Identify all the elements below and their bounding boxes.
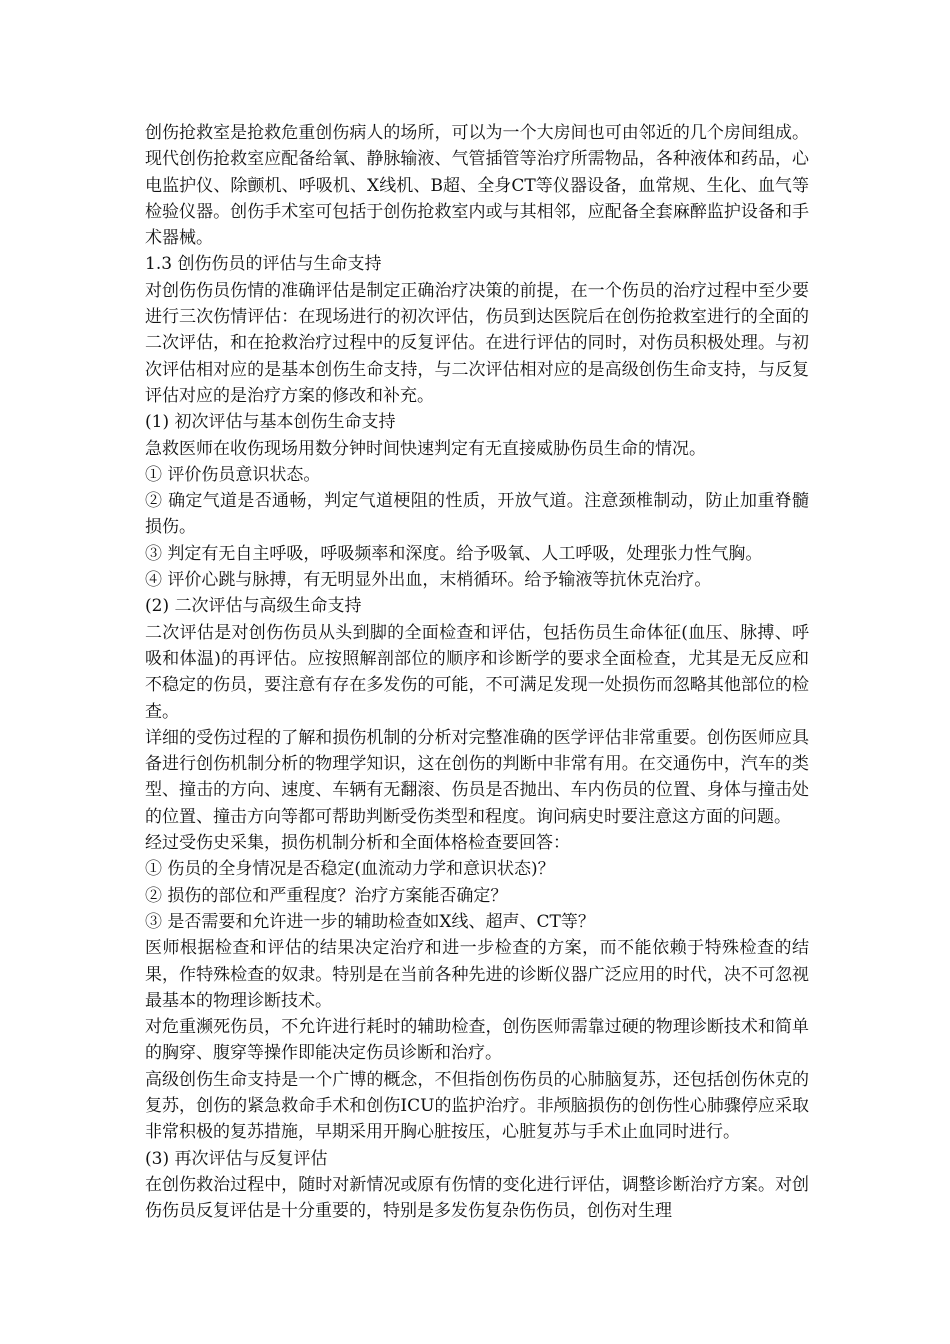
paragraph-assessment-intro: 对创伤伤员伤情的准确评估是制定正确治疗决策的前提，在一个伤员的治疗过程中至少要进行三次伤情评估：在现场进行的初次评估，伤员到达医院后在创伤抢救室进行的全面的二次评估，和在抢救治疗过程中的反复评估。在进行评估的同时，对伤员积极处理。与初次评估相对应的是基本创伤生命支持，与二次评估相对应的是高级创伤生命支持，与反复评估对应的是治疗方案的修改和补充。	[145, 280, 809, 406]
document-body	[145, 120, 809, 1224]
paragraph-injury-mechanism: 详细的受伤过程的了解和损伤机制的分析对完整准确的医学评估非常重要。创伤医师应具备进行创伤机制分析的物理学知识，这在创伤的判断中非常有用。在交通伤中，汽车的类型、撞击的方向、速度、车辆有无翻滚、伤员是否抛出、车内伤员的位置、身体与撞击处的位置、撞击方向等都可帮助判断受伤类型和程度。询问病史时要注意这方面的问题。	[145, 727, 809, 827]
paragraph-reassessment: 在创伤救治过程中，随时对新情况或原有伤情的变化进行评估，调整诊断治疗方案。对创伤伤员反复评估是十分重要的，特别是多发伤复杂伤伤员，创伤对生理	[145, 1174, 809, 1222]
paragraph-advanced-life-support: 高级创伤生命支持是一个广博的概念，不但指创伤伤员的心肺脑复苏，还包括创伤休克的复苏，创伤的紧急救命手术和创伤ICU的监护治疗。非颅脑损伤的创伤性心肺骤停应采取非常积极的复苏措施，早期采用开胸心脏按压，心脏复苏与手术止血同时进行。	[145, 1069, 809, 1143]
section-heading-assessment: 1.3 创伤伤员的评估与生命支持	[145, 254, 382, 275]
list-item-severity: ② 损伤的部位和严重程度？治疗方案能否确定？	[145, 885, 508, 906]
list-item-breathing: ③ 判定有无自主呼吸，呼吸频率和深度。给予吸氧、人工呼吸，处理张力性气胸。	[145, 543, 763, 564]
subheading-reassessment: (3) 再次评估与反复评估	[145, 1148, 328, 1169]
list-item-airway: ② 确定气道是否通畅，判定气道梗阻的性质，开放气道。注意颈椎制动，防止加重脊髓损伤。	[145, 491, 809, 538]
paragraph-critical-patients: 对危重濒死伤员，不允许进行耗时的辅助检查，创伤医师需靠过硬的物理诊断技术和简单的胸穿、腹穿等操作即能决定伤员诊断和治疗。	[145, 1017, 809, 1064]
list-item-stability: ① 伤员的全身情况是否稳定(血流动力学和意识状态)？	[145, 859, 555, 880]
subheading-initial-assessment: (1) 初次评估与基本创伤生命支持	[145, 412, 396, 433]
paragraph-questions-intro: 经过受伤史采集，损伤机制分析和全面体格检查要回答：	[145, 833, 570, 854]
subheading-secondary-assessment: (2) 二次评估与高级生命支持	[145, 596, 362, 617]
list-item-consciousness: ① 评价伤员意识状态。	[145, 464, 321, 485]
list-item-auxiliary-exam: ③ 是否需要和允许进一步的辅助检查如X线、超声、CT等？	[145, 911, 595, 932]
paragraph-physician-decision: 医师根据检查和评估的结果决定治疗和进一步检查的方案，而不能依赖于特殊检查的结果，作特殊检查的奴隶。特别是在当前各种先进的诊断仪器广泛应用的时代，决不可忽视最基本的物理诊断技术。	[145, 938, 809, 1011]
paragraph-initial-assessment: 急救医师在收伤现场用数分钟时间快速判定有无直接威胁伤员生命的情况。	[145, 438, 706, 459]
paragraph-secondary-assessment: 二次评估是对创伤伤员从头到脚的全面检查和评估，包括伤员生命体征(血压、脉搏、呼吸和体温)的再评估。应按照解剖部位的顺序和诊断学的要求全面检查，尤其是无反应和不稳定的伤员，要注意有存在多发伤的可能，不可满足发现一处损伤而忽略其他部位的检查。	[145, 622, 809, 722]
paragraph-trauma-room: 创伤抢救室是抢救危重创伤病人的场所，可以为一个大房间也可由邻近的几个房间组成。现代创伤抢救室应配备给氧、静脉输液、气管插管等治疗所需物品，各种液体和药品，心电监护仪、除颤机、呼吸机、X线机、B超、全身CT等仪器设备，血常规、生化、血气等检验仪器。创伤手术室可包括于创伤抢救室内或与其相邻，应配备全套麻醉监护设备和手术器械。	[145, 123, 809, 249]
list-item-circulation: ④ 评价心跳与脉搏，有无明显外出血，末梢循环。给予输液等抗休克治疗。	[145, 570, 712, 591]
